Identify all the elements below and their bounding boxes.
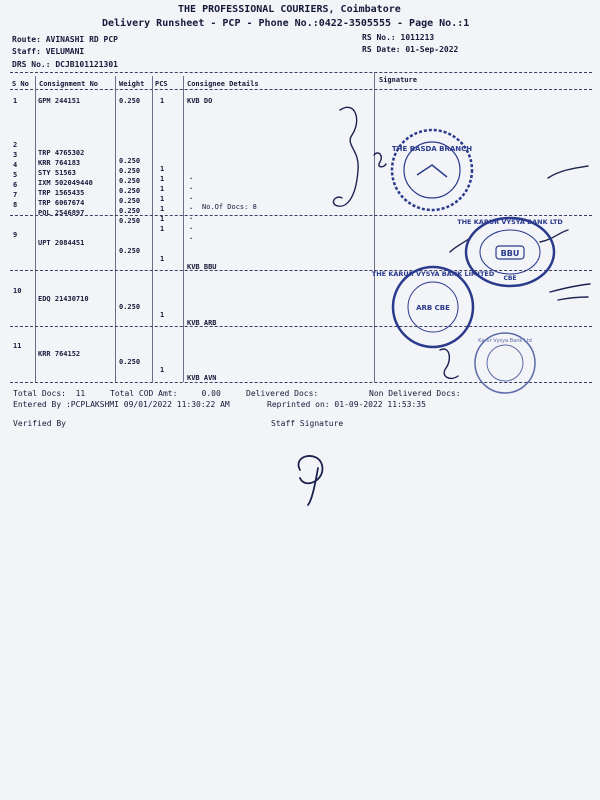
cell-consignment: STY 51563 <box>38 169 76 177</box>
drs-number: DRS No.: DCJB101121301 <box>12 60 118 69</box>
non-delivered-docs: Non Delivered Docs: <box>369 389 461 398</box>
stamp3-ring-text: THE KARUR VYSYA BANK LIMITED <box>371 270 495 278</box>
runsheet-title: Delivery Runsheet - PCP - Phone No.:0422-3505555 - Page No.:1 <box>102 18 470 29</box>
staff-handwritten-signature <box>298 456 322 505</box>
stamp3-center: ARB CBE <box>416 304 450 312</box>
cell-weight: 0.250 <box>119 358 141 366</box>
cell-consignee: . <box>189 183 194 191</box>
cell-consignment: GPM 244151 <box>38 97 81 105</box>
cell-weight: 0.250 <box>119 207 141 215</box>
cell-weight: 0.250 <box>119 97 141 105</box>
handwritten-mark <box>548 166 588 178</box>
handwritten-mark <box>558 297 588 300</box>
col-header-consignee: Consignee Details <box>187 80 259 88</box>
col-header-pcs: PCS <box>155 80 168 88</box>
cell-consignee: KVB DO <box>187 97 213 105</box>
cell-weight: 0.250 <box>119 303 141 311</box>
cell-pcs: 1 <box>160 165 165 173</box>
stamp2-ring-text: THE KARUR VYSYA BANK LTD <box>457 218 563 226</box>
cell-consignee: . <box>189 193 194 201</box>
cell-pcs: 1 <box>160 366 165 374</box>
cell-pcs: 1 <box>160 185 165 193</box>
cell-sno: 4 <box>13 161 18 169</box>
rs-number: RS No.: 1011213 <box>362 33 435 42</box>
cell-consignment: TRP 6067674 <box>38 199 85 207</box>
cell-consignee: . <box>189 173 194 181</box>
col-header-consignment: Consignment No <box>39 80 99 88</box>
cell-sno: 1 <box>13 97 18 105</box>
cell-sno: 8 <box>13 201 18 209</box>
cell-consignment: EDQ 21430710 <box>38 295 89 303</box>
delivered-docs: Delivered Docs: <box>246 389 319 398</box>
handwritten-mark <box>374 153 386 167</box>
kvb-arb-stamp <box>371 262 495 352</box>
verified-by: Verified By <box>13 419 66 428</box>
col-header-signature: Signature <box>379 76 417 84</box>
handwritten-signature <box>333 107 358 206</box>
cell-sno: 6 <box>13 181 18 189</box>
staff-label: Staff: VELUMANI <box>12 47 85 56</box>
branch-stamp <box>387 125 477 215</box>
cell-consignment: KRR 764152 <box>38 350 81 358</box>
cell-pcs: 1 <box>160 255 165 263</box>
entered-by: Entered By :PCPLAKSHMI 09/01/2022 11:30:22 AM <box>13 400 230 409</box>
cell-consignment: POL 2546897 <box>38 209 85 217</box>
cell-pcs: 1 <box>160 215 165 223</box>
cell-consignee: KVB BBU <box>187 263 217 271</box>
col-header-sno: S No <box>12 80 29 88</box>
cell-weight: 0.250 <box>119 197 141 205</box>
cell-sno: 5 <box>13 171 18 179</box>
stamp1-text: THE BASDA BRANCH <box>391 145 473 153</box>
cell-consignee: . <box>189 213 194 221</box>
cell-consignee: KVB ARB <box>187 319 217 327</box>
cell-consignment: TRP 1565435 <box>38 189 85 197</box>
kvb-avn-stamp <box>470 328 540 398</box>
stamp2-center: BBU <box>500 249 520 258</box>
cell-sno: 9 <box>13 231 18 239</box>
cell-consignment: IXM 502049440 <box>38 179 93 187</box>
rs-date: RS Date: 01-Sep-2022 <box>362 45 459 54</box>
cell-consignee: KVB AVN <box>187 374 217 382</box>
staff-signature-label: Staff Signature <box>271 419 344 428</box>
cell-pcs: 1 <box>160 205 165 213</box>
cell-consignment: TRP 4765302 <box>38 149 85 157</box>
cell-sno: 10 <box>13 287 22 295</box>
cell-weight: 0.250 <box>119 157 141 165</box>
total-docs: Total Docs: 11 <box>13 389 86 398</box>
cell-sno: 2 <box>13 141 18 149</box>
cell-consignee: . <box>189 203 194 211</box>
cell-weight: 0.250 <box>119 217 141 225</box>
cell-sno: 3 <box>13 151 18 159</box>
cell-pcs: 1 <box>160 175 165 183</box>
cell-sno: 11 <box>13 342 22 350</box>
cell-pcs: 1 <box>160 195 165 203</box>
handwritten-mark <box>440 349 458 378</box>
cell-weight: 0.250 <box>119 247 141 255</box>
cell-consignee: . <box>189 233 194 241</box>
cell-weight: 0.250 <box>119 177 141 185</box>
col-header-weight: Weight <box>119 80 145 88</box>
cell-pcs: 1 <box>160 97 165 105</box>
cell-consignment: KRR 764183 <box>38 159 81 167</box>
cell-sno: 7 <box>13 191 18 199</box>
stamp2-sub: CBE <box>503 275 517 282</box>
cell-pcs: 1 <box>160 311 165 319</box>
cell-consignee: . <box>189 223 194 231</box>
cell-pcs: 1 <box>160 225 165 233</box>
route-label: Route: AVINASHI RD PCP <box>12 35 118 44</box>
cell-weight: 0.250 <box>119 167 141 175</box>
reprinted-on: Reprinted on: 01-09-2022 11:53:35 <box>267 400 426 409</box>
docs-count-note: No.Of Docs: 8 <box>202 203 257 211</box>
stamp4-text: Karur Vysya Bank Ltd <box>478 338 532 344</box>
company-title: THE PROFESSIONAL COURIERS, Coimbatore <box>178 4 401 15</box>
cell-weight: 0.250 <box>119 187 141 195</box>
cell-consignment: UPT 2084451 <box>38 239 85 247</box>
total-cod: Total COD Amt: 0.00 <box>110 389 221 398</box>
